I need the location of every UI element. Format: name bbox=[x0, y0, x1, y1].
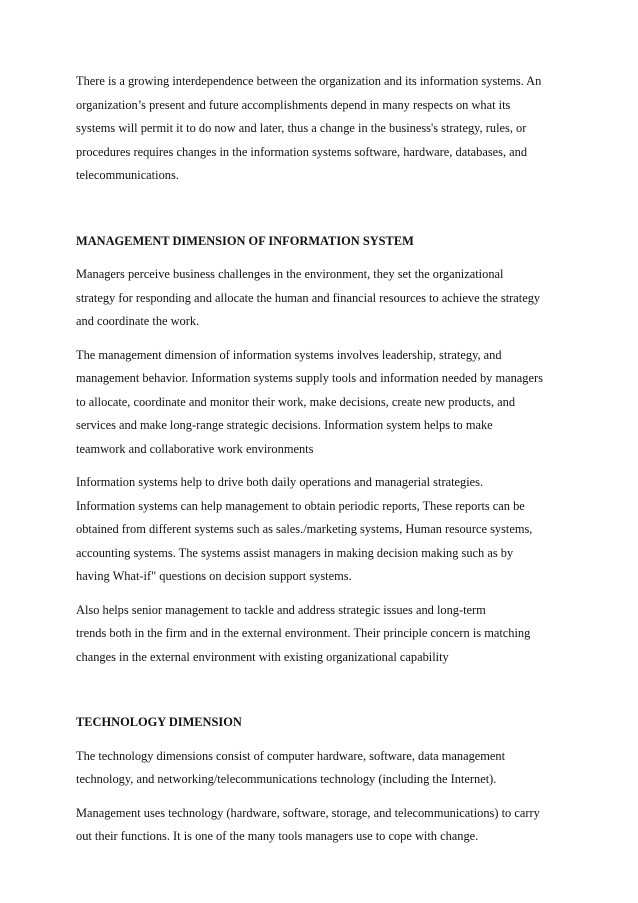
technology-heading: TECHNOLOGY DIMENSION bbox=[76, 715, 242, 729]
text-line: trends both in the firm and in the external environment. Their principle concern is matching bbox=[76, 626, 531, 640]
text-line: strategy for responding and allocate the human and financial resources to achieve the strategy bbox=[76, 290, 541, 305]
spacer bbox=[76, 669, 576, 711]
text-line: services and make long-range strategic decisions. Information system helps to make bbox=[76, 418, 493, 432]
text-line: The management dimension of information systems involves leadership, strategy, and bbox=[76, 347, 502, 362]
text-line: and coordinate the work. bbox=[76, 314, 200, 328]
spacer bbox=[76, 792, 576, 802]
text-line: Information systems can help management to obtain periodic reports, These reports can be bbox=[76, 498, 525, 513]
text-line: out their functions. It is one of the many tools managers use to cope with change. bbox=[76, 829, 479, 843]
text-line: changes in the external environment with existing organizational capability bbox=[76, 649, 449, 664]
text-line: accounting systems. The systems assist managers in making decision making such as by bbox=[76, 545, 514, 560]
text-line: Information systems help to drive both daily operations and managerial strategies. bbox=[76, 475, 484, 489]
management-heading: MANAGEMENT DIMENSION OF INFORMATION SYSTEM bbox=[76, 233, 414, 248]
management-paragraph-3 bbox=[76, 471, 576, 589]
text-line: systems will permit it to do now and later, thus a change in the business's strategy, rules, or bbox=[76, 121, 527, 135]
text-line: to allocate, coordinate and monitor their work, make decisions, create new products, and bbox=[76, 394, 516, 409]
text-line: having What-if" questions on decision support systems. bbox=[76, 569, 352, 583]
technology-paragraph-1 bbox=[76, 745, 576, 792]
spacer bbox=[76, 334, 576, 344]
text-line: teamwork and collaborative work environments bbox=[76, 441, 314, 456]
text-line: There is a growing interdependence between the organization and its information systems. An bbox=[76, 74, 542, 88]
technology-paragraph-2 bbox=[76, 802, 576, 849]
text-line: management behavior. Information systems supply tools and information needed by managers bbox=[76, 371, 543, 385]
text-line: procedures requires changes in the information systems software, hardware, databases, and bbox=[76, 144, 528, 159]
management-paragraph-1 bbox=[76, 263, 576, 334]
text-line: technology, and networking/telecommunications technology (including the Internet). bbox=[76, 772, 497, 786]
text-line: organization’s present and future accomplishments depend in many respects on what its bbox=[76, 97, 511, 112]
document-page bbox=[76, 70, 576, 849]
text-line: The technology dimensions consist of computer hardware, software, data management bbox=[76, 748, 506, 763]
management-paragraph-2 bbox=[76, 344, 576, 462]
text-line: Management uses technology (hardware, software, storage, and telecommunications) to carry bbox=[76, 805, 540, 820]
spacer bbox=[76, 253, 576, 263]
spacer bbox=[76, 735, 576, 745]
spacer bbox=[76, 589, 576, 599]
text-line: Also helps senior management to tackle and address strategic issues and long-term bbox=[76, 602, 486, 617]
text-line: telecommunications. bbox=[76, 168, 179, 182]
text-line: Managers perceive business challenges in the environment, they set the organizational bbox=[76, 267, 504, 281]
text-line: obtained from different systems such as sales./marketing systems, Human resource systems, bbox=[76, 522, 533, 536]
intro-paragraph bbox=[76, 70, 576, 188]
spacer bbox=[76, 188, 576, 230]
spacer bbox=[76, 461, 576, 471]
management-paragraph-4 bbox=[76, 599, 576, 670]
